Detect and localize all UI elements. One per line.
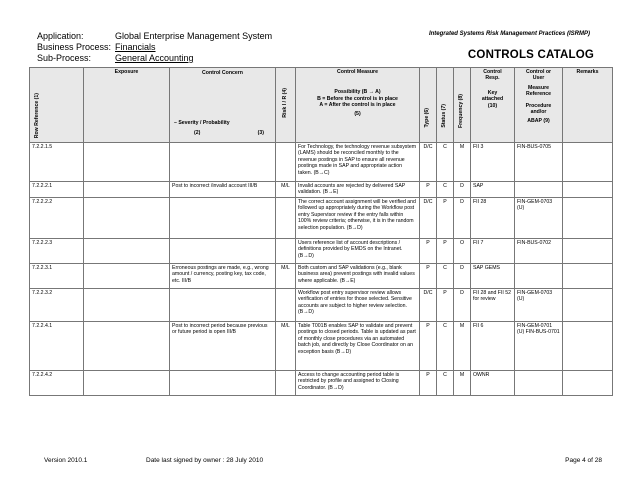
cell-status: C [437, 182, 454, 198]
cell-exposure [84, 182, 170, 198]
cell-control-measure: The correct account assignment will be verified and followed up appropriately during the Workflow post entry Supervisor review if the entry falls within 100% review criteria; otherwise, it is in the random selection population. (B→D) [296, 198, 420, 239]
cell-risk [276, 371, 296, 396]
cell-type: D/C [420, 289, 437, 322]
cell-status: C [437, 322, 454, 371]
cell-remarks [563, 143, 613, 182]
application-label: Application: [37, 31, 84, 41]
table-row [30, 322, 613, 371]
application-value: Global Enterprise Management System [115, 31, 273, 41]
cell-row-reference: 7.2.2.1.5 [30, 143, 84, 182]
controls-table [29, 67, 613, 396]
cell-risk [276, 239, 296, 264]
cell-type: P [420, 182, 437, 198]
cell-control-resp: OWNR [471, 371, 515, 396]
cell-exposure [84, 143, 170, 182]
cell-status: C [437, 143, 454, 182]
cell-control-resp: SAP [471, 182, 515, 198]
cell-remarks [563, 182, 613, 198]
cell-exposure [84, 239, 170, 264]
cell-control-resp: SAP GEMS [471, 264, 515, 289]
cell-remarks [563, 371, 613, 396]
cell-exposure [84, 264, 170, 289]
col-exposure: Exposure [84, 68, 170, 143]
cell-remarks [563, 239, 613, 264]
document-header [37, 31, 272, 64]
col-remarks: Remarks [563, 68, 613, 143]
cell-risk [276, 143, 296, 182]
cell-row-reference: 7.2.2.3.2 [30, 289, 84, 322]
table-row [30, 182, 613, 198]
col-row-reference: Row Reference (1) [30, 68, 84, 143]
cell-user-reference: FIN-GEM-0703 (U) [515, 198, 563, 239]
cell-user-reference: FIN-GEM-0701 (U) FIN-BUS-0701 [515, 322, 563, 371]
cell-frequency: O [454, 239, 471, 264]
col-control-resp: Control Resp. Key attached (10) [471, 68, 515, 143]
sub-process-label: Sub-Process: [37, 53, 92, 63]
irmp-title: Integrated Systems Risk Management Practices (ISRMP) [428, 31, 590, 37]
cell-status: P [437, 289, 454, 322]
cell-control-measure: Access to change accounting period table is restricted by profile and assigned to Closing Coordinator. (B→D) [296, 371, 420, 396]
cell-control-measure: Both custom and SAP validations (e.g., blank business area) prevent postings with invalid values where applicable. (B→E) [296, 264, 420, 289]
cell-control-measure: Table T001B enables SAP to validate and prevent postings to closed periods. Table is updated as part of monthly close procedures via an automated batch job, and directly by Close Coordinator on an exception basis (B→D) [296, 322, 420, 371]
cell-row-reference: 7.2.2.4.2 [30, 371, 84, 396]
cell-type: P [420, 322, 437, 371]
cell-row-reference: 7.2.2.2.2 [30, 198, 84, 239]
footer-signed: Date last signed by owner : 28 July 2010 [146, 457, 264, 464]
cell-risk [276, 198, 296, 239]
cell-control-resp: FII 7 [471, 239, 515, 264]
cell-exposure [84, 289, 170, 322]
cell-risk [276, 289, 296, 322]
cell-control-concern [170, 239, 276, 264]
cell-user-reference: FIN-GEM-0703 (U) [515, 289, 563, 322]
table-row [30, 143, 613, 182]
cell-control-resp: FII 3 [471, 143, 515, 182]
cell-row-reference: 7.2.2.4.1 [30, 322, 84, 371]
cell-frequency: D [454, 198, 471, 239]
footer-page: Page 4 of 28 [565, 457, 602, 464]
cell-status: C [437, 264, 454, 289]
cell-user-reference: FIN-BUS-0702 [515, 239, 563, 264]
cell-exposure [84, 198, 170, 239]
col-frequency: Frequency (8) [454, 68, 471, 143]
catalog-title: CONTROLS CATALOG [467, 49, 594, 61]
table-row [30, 239, 613, 264]
cell-type: P [420, 239, 437, 264]
cell-control-concern: Erroneous postings are made, e.g., wrong amount / currency, posting key, tax code, etc. III/B [170, 264, 276, 289]
sub-process-value: General Accounting [115, 53, 194, 63]
cell-user-reference [515, 264, 563, 289]
cell-exposure [84, 371, 170, 396]
cell-control-measure: Users reference list of account descriptions / definitions provided by EMDS on the Intranet. (B→D) [296, 239, 420, 264]
cell-frequency: M [454, 143, 471, 182]
col-risk: Risk I / R (4) [276, 68, 296, 143]
cell-row-reference: 7.2.2.3.1 [30, 264, 84, 289]
cell-status: C [437, 371, 454, 396]
cell-control-concern: Post to incorrect /invalid account III/B [170, 182, 276, 198]
cell-status: P [437, 239, 454, 264]
table-row [30, 264, 613, 289]
col-control-concern: Control Concern – Severity / Probability (2) (3) [170, 68, 276, 143]
col-control-user-reference: Control or User Measure Reference Procedure and/or ABAP (9) [515, 68, 563, 143]
cell-control-concern [170, 371, 276, 396]
footer-version: Version 2010.1 [44, 457, 88, 464]
cell-control-concern [170, 143, 276, 182]
cell-control-concern [170, 289, 276, 322]
cell-control-concern: Post to incorrect period because previous or future period is open III/B [170, 322, 276, 371]
cell-type: D/C [420, 143, 437, 182]
cell-control-measure: For Technology, the technology revenue subsystem (LAMS) should be reconciled monthly to the revenue postings in SAP to ensure all revenue postings made in SAP and appropriate action taken. (B→C) [296, 143, 420, 182]
cell-control-resp: FII 28 [471, 198, 515, 239]
table-row [30, 198, 613, 239]
cell-row-reference: 7.2.2.2.1 [30, 182, 84, 198]
cell-user-reference [515, 371, 563, 396]
cell-type: P [420, 371, 437, 396]
cell-exposure [84, 322, 170, 371]
col-control-measure: Control Measure Possibility (B → A) B = Before the control is in place A = After the control is in place (5) [296, 68, 420, 143]
business-process-value: Financials [115, 42, 156, 52]
cell-remarks [563, 198, 613, 239]
cell-remarks [563, 289, 613, 322]
cell-remarks [563, 264, 613, 289]
cell-risk: M/L [276, 182, 296, 198]
cell-frequency: D [454, 289, 471, 322]
cell-user-reference: FIN-BUS-0705 [515, 143, 563, 182]
cell-frequency: D [454, 264, 471, 289]
col-type: Type (6) [420, 68, 437, 143]
cell-user-reference [515, 182, 563, 198]
table-header-row [30, 68, 613, 143]
cell-status: P [437, 198, 454, 239]
cell-control-measure: Invalid accounts are rejected by delivered SAP validation. (B→E) [296, 182, 420, 198]
cell-risk: M/L [276, 264, 296, 289]
cell-frequency: M [454, 371, 471, 396]
cell-frequency: M [454, 322, 471, 371]
cell-control-measure: Workflow post entry supervisor review allows verification of entries for those selected. Sensitive accounts are subject to higher review selection. (B→D) [296, 289, 420, 322]
cell-risk: M/L [276, 322, 296, 371]
cell-frequency: D [454, 182, 471, 198]
cell-control-resp: FII 28 and FII 52 for review [471, 289, 515, 322]
cell-control-concern [170, 198, 276, 239]
cell-control-resp: FII 6 [471, 322, 515, 371]
cell-type: P [420, 264, 437, 289]
table-row [30, 371, 613, 396]
business-process-label: Business Process: [37, 42, 112, 52]
cell-row-reference: 7.2.2.2.3 [30, 239, 84, 264]
cell-type: D/C [420, 198, 437, 239]
table-row [30, 289, 613, 322]
cell-remarks [563, 322, 613, 371]
col-status: Status (7) [437, 68, 454, 143]
